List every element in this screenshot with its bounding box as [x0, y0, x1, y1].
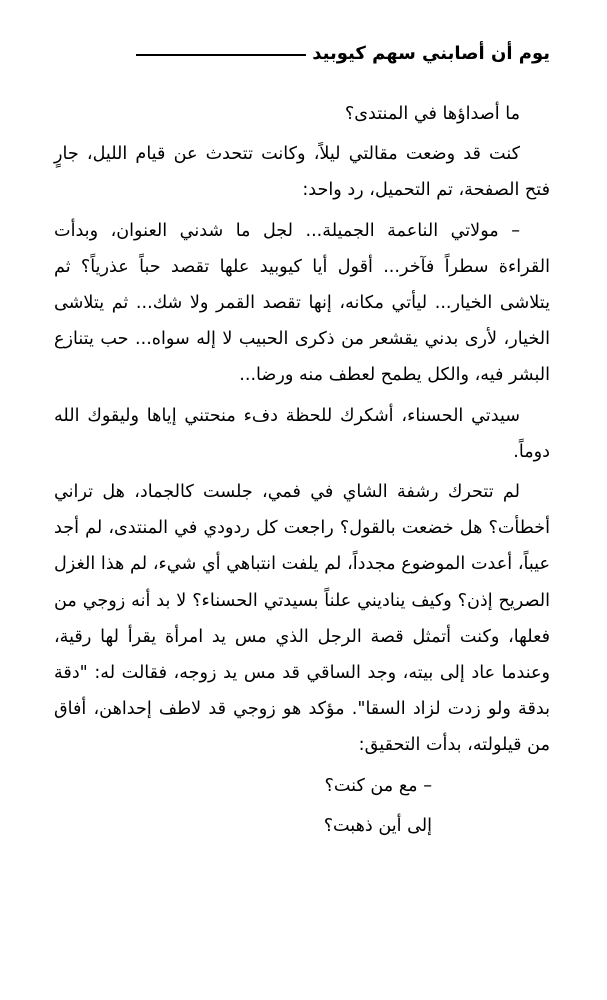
body-text: [54, 96, 550, 844]
paragraph-posted-article: كنت قد وضعت مقالتي ليلاً، وكانت تتحدث عن قيام الليل، جارٍ فتح الصفحة، تم التحميل، رد واحد:: [54, 144, 550, 201]
chapter-title: يوم أن أصابني سهم كيوبيد: [312, 42, 550, 64]
paragraph-question: ما أصداؤها في المنتدى؟: [344, 104, 520, 124]
dialog-line-where: إلى أين ذهبت؟: [323, 815, 432, 836]
paragraph-narration: لم تتحرك رشفة الشاي في فمي، جلست كالجماد، هل تراني أخطأت؟ هل خضعت بالقول؟ راجعت كل ردودي في المنتدى، لم أجد عيباً، أعدت الموضوع مجدداً، لم يلفت انتباهي أي شيء، لم هذا الغزل الصريح إذن؟ وكيف يناديني علناً بسيدتي الحسناء؟ لا بد أنه زوجي من فعلها، وكنت أتمثل قصة الرجل الذي مس يد امرأة يقرأ لها رقية، وعندما عاد إلى بيته، وجد الساقي قد مس يد زوجه، فقالت له: "دقة بدقة ولو زدت لزاد السقا". مؤكد هو زوجي قد لاطف إحداهن، أفاق من قيلولته، بدأت التحقيق:: [54, 482, 550, 756]
dialog-line-with-whom: – مع من كنت؟: [324, 775, 432, 796]
running-header: [54, 38, 550, 68]
paragraph-reply-closing: سيدتي الحسناء، أشكرك للحظة دفء منحتني إياها وليقوك الله دوماً.: [54, 405, 550, 462]
header-rule: [136, 54, 306, 56]
paragraph-forum-reply: – مولاتي الناعمة الجميلة... لجل ما شدني العنوان، وبدأت القراءة سطراً فآخر... أقول أيا كيوبيد علها تقصد حباً عذرياً؟ ثم يتلاشى الخيار... ليأتي مكانه، إنها تقصد القمر ولا شك... ثم يتلاشى الخيار، لأرى بدني يقشعر من ذكرى الحبيب لا إله سواه... حب يتنازع البشر فيه، والكل يطمح لعطف منه ورضا...: [54, 220, 550, 386]
